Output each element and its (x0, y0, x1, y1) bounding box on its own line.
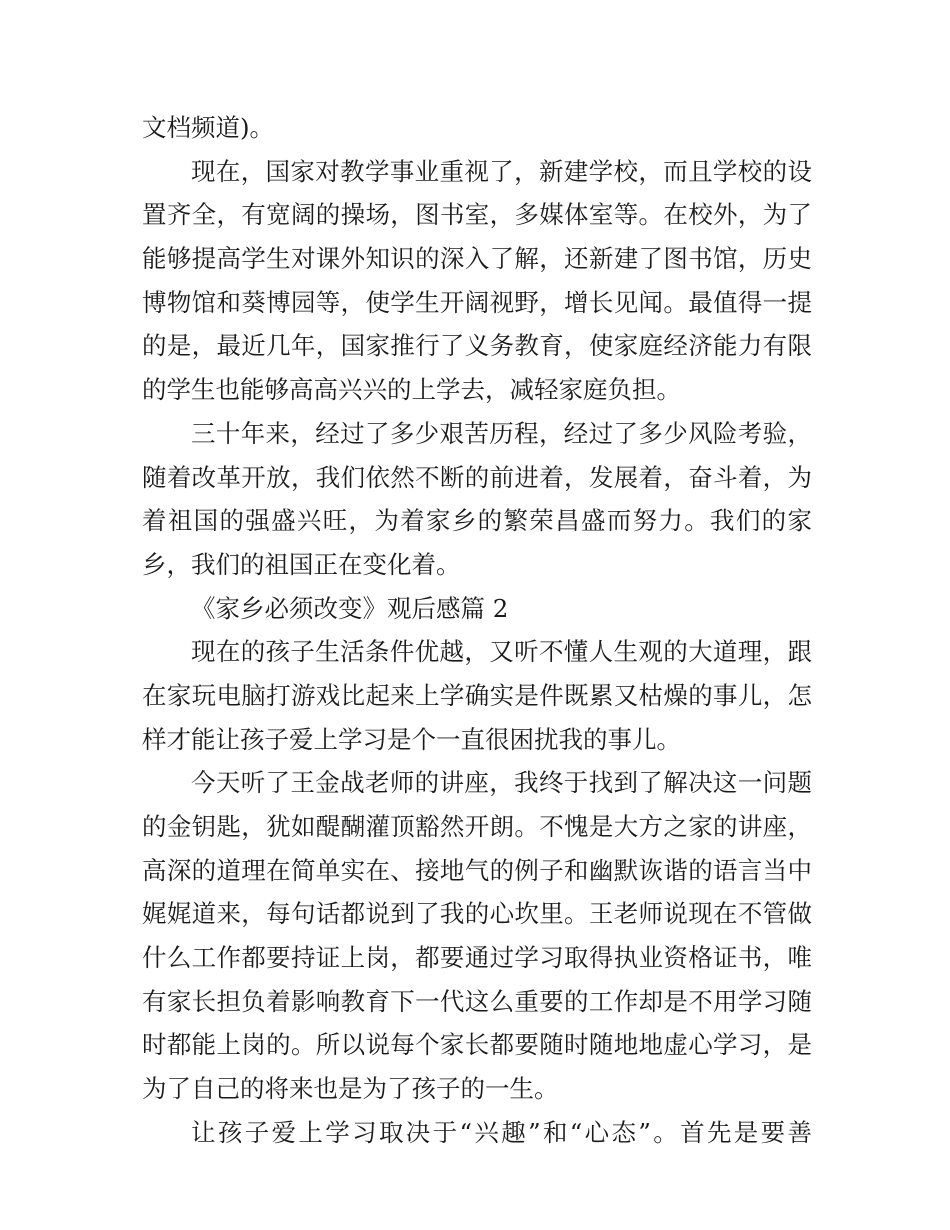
text-line: 有家长担负着影响教育下一代这么重要的工作却是不用学习随 (142, 986, 812, 1016)
text-line: 高深的道理在简单实在、接地气的例子和幽默诙谐的语言当中 (142, 855, 812, 885)
text-line: 能够提高学生对课外知识的深入了解，还新建了图书馆，历史 (142, 244, 812, 274)
text-line: 在家玩电脑打游戏比起来上学确实是件既累又枯燥的事儿，怎 (142, 680, 812, 710)
paragraph-first-line: 现在的孩子生活条件优越，又听不懂人生观的大道理，跟 (191, 637, 812, 667)
paragraph-first-line: 三十年来，经过了多少艰苦历程，经过了多少风险考验， (191, 418, 812, 448)
text-line: 样才能让孩子爱上学习是个一直很困扰我的事儿。 (142, 724, 681, 754)
text-line: 的金钥匙，犹如醍醐灌顶豁然开朗。不愧是大方之家的讲座， (142, 812, 812, 841)
text-line: 时都能上岗的。所以说每个家长都要随时随地地虚心学习，是 (142, 1030, 812, 1060)
text-line: 为了自己的将来也是为了孩子的一生。 (142, 1074, 559, 1104)
paragraph-first-line: 让孩子爱上学习取决于“兴趣”和“心态”。首先是要善 (191, 1117, 812, 1147)
text-line: 乡，我们的祖国正在变化着。 (142, 549, 461, 579)
text-line: 置齐全，有宽阔的操场，图书室，多媒体室等。在校外，为了 (142, 200, 812, 230)
text-line: 随着改革开放，我们依然不断的前进着，发展着，奋斗着，为 (142, 462, 812, 492)
text-line: 博物馆和葵博园等，使学生开阔视野，增长见闻。最值得一提 (142, 287, 812, 317)
text-line: 的学生也能够高高兴兴的上学去，减轻家庭负担。 (142, 375, 681, 405)
text-line: 娓娓道来，每句话都说到了我的心坎里。王老师说现在不管做 (142, 899, 812, 929)
paragraph-first-line: 现在，国家对教学事业重视了，新建学校，而且学校的设 (191, 156, 812, 186)
text-line: 的是，最近几年，国家推行了义务教育，使家庭经济能力有限 (142, 331, 812, 361)
text-line: 着祖国的强盛兴旺，为着家乡的繁荣昌盛而努力。我们的家 (142, 506, 812, 536)
text-line: 什么工作都要持证上岗，都要通过学习取得执业资格证书，唯 (142, 943, 812, 973)
paragraph-first-line: 今天听了王金战老师的讲座，我终于找到了解决这一问题 (191, 768, 812, 798)
text-line: 文档频道)。 (142, 113, 275, 142)
section-heading: 《家乡必须改变》观后感篇 2 (191, 593, 509, 623)
document-body (142, 106, 812, 1155)
